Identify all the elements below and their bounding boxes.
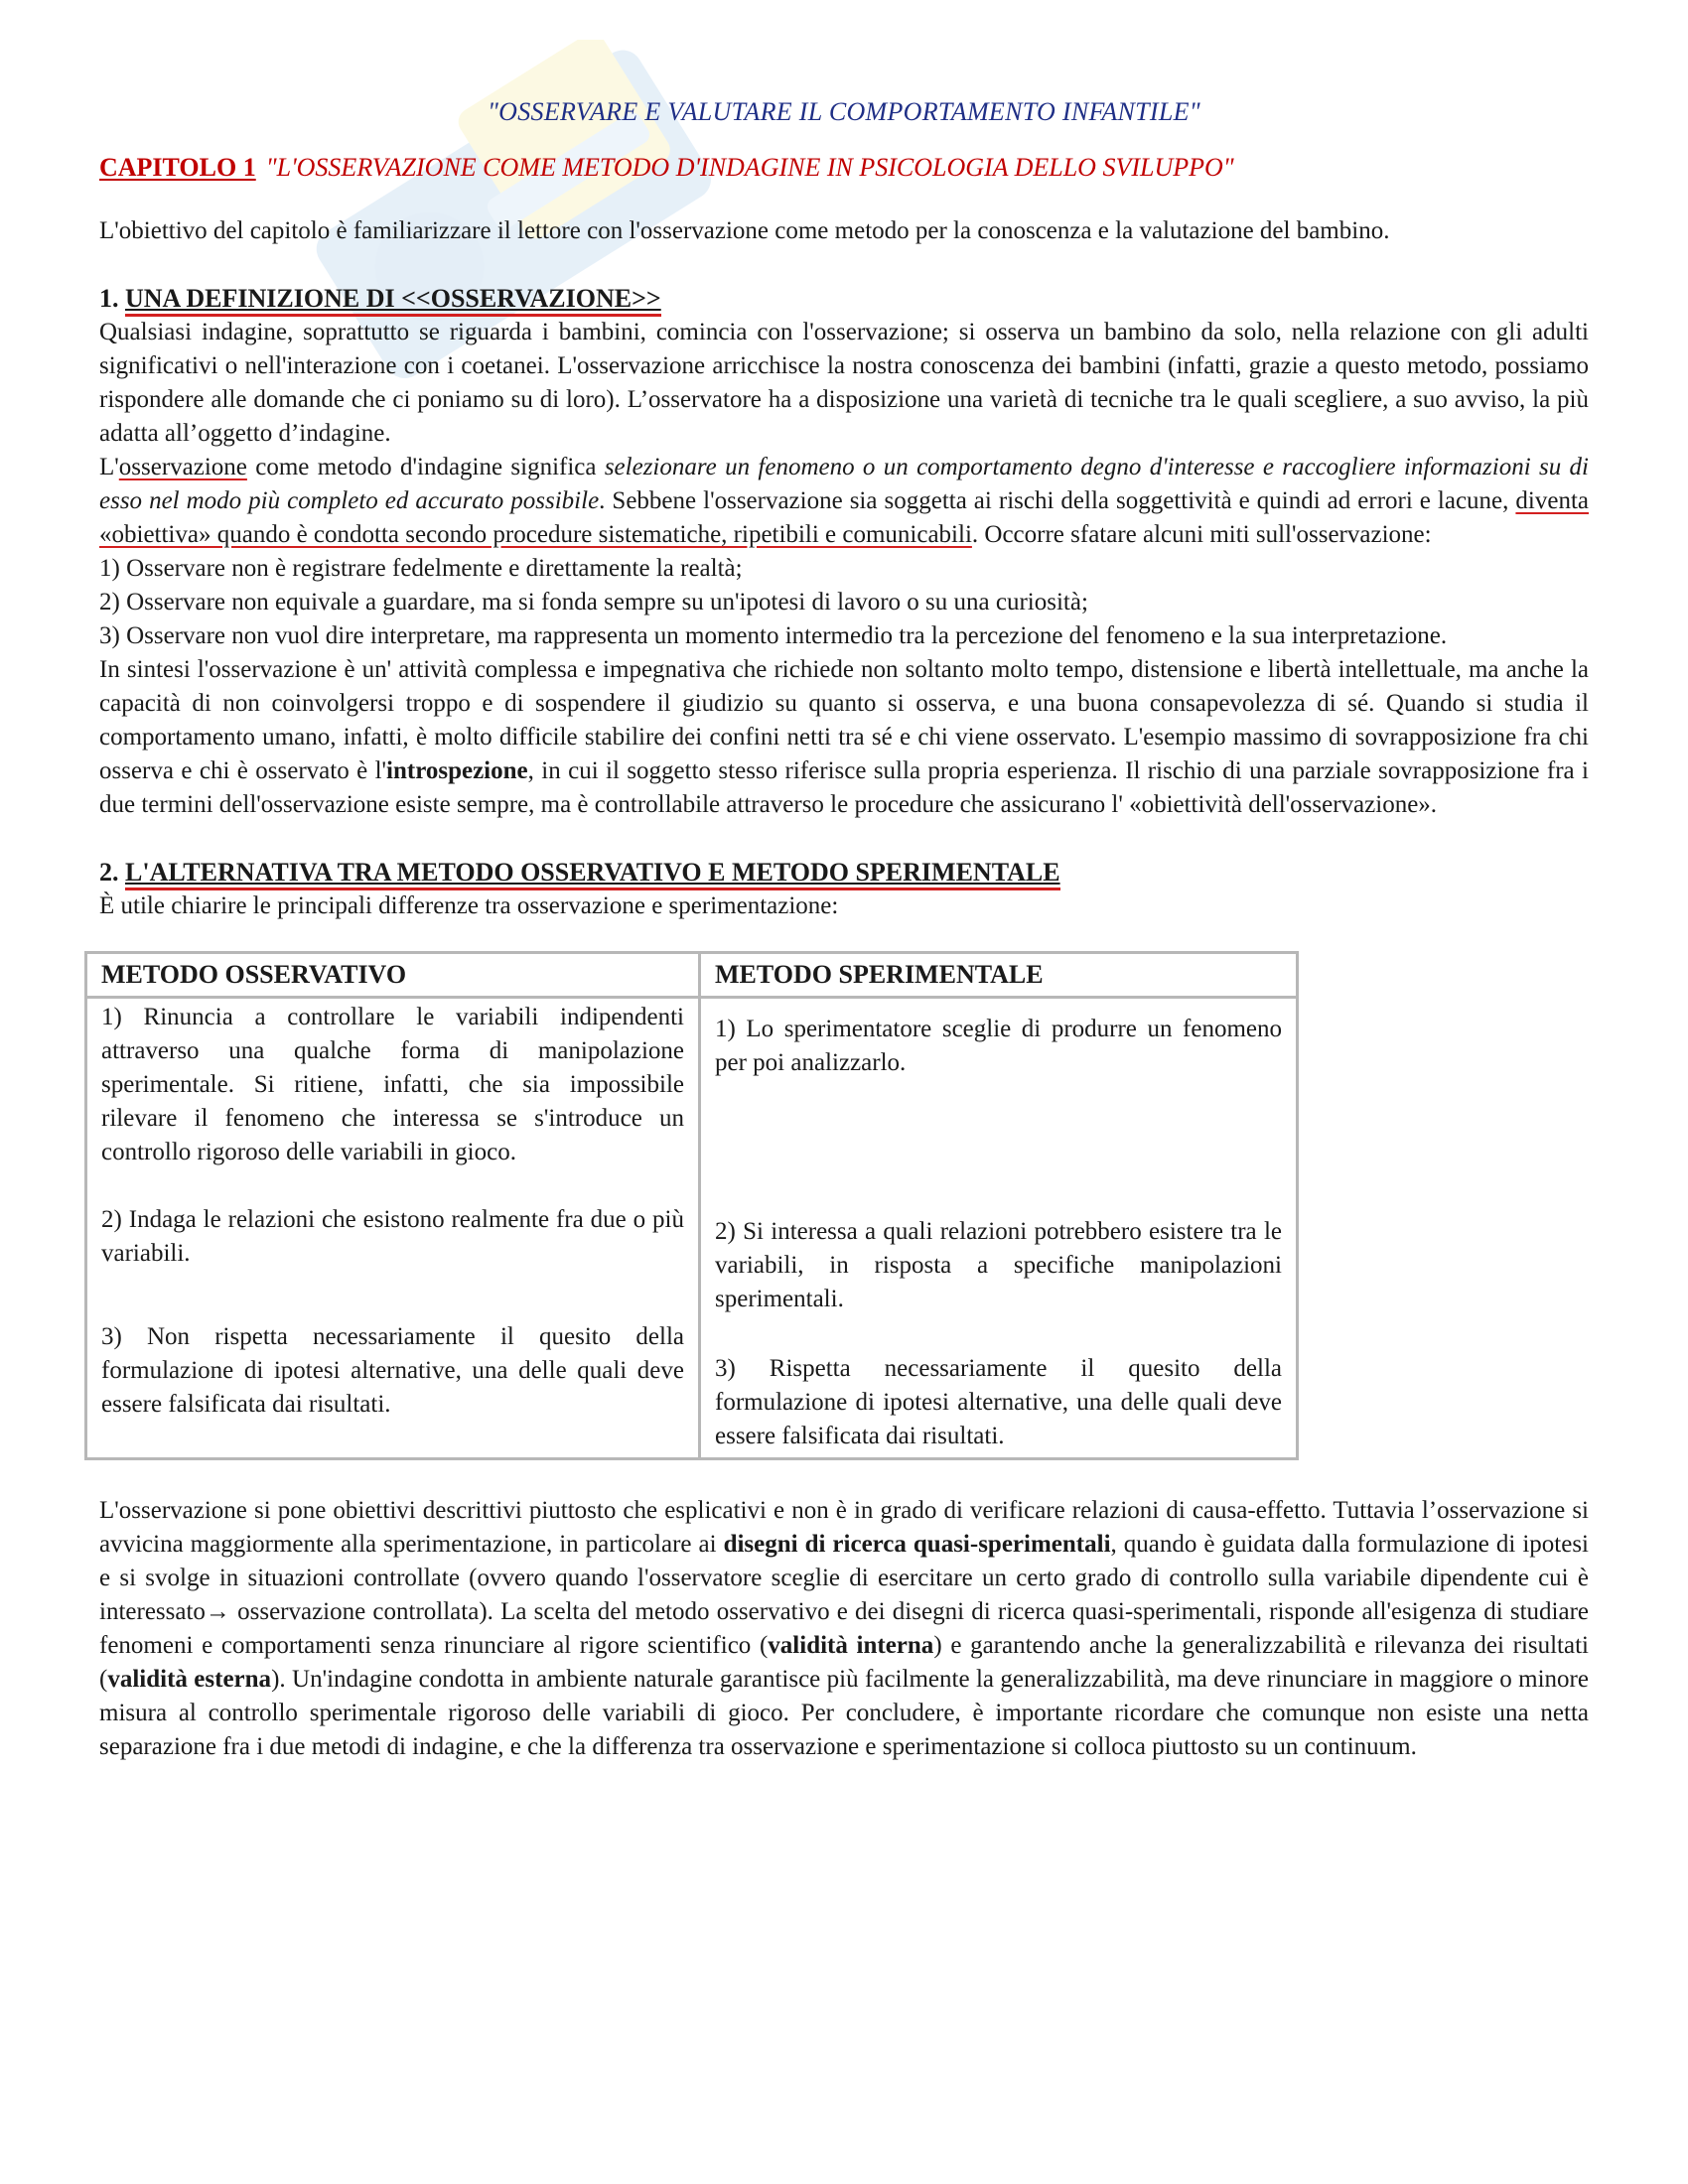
section-1-title: UNA DEFINIZIONE DI <<OSSERVAZIONE>> (125, 284, 661, 317)
summary-text-b: , in cui il soggetto stesso riferisce sulla propria esperienza. Il rischio di una parziale sovrapposizione fra i due termini dell'osservazione esiste sempre, ma è controllabile attraverso le procedure che assicurano l' «obiettività dell'osservazione». (99, 757, 1589, 818)
chapter-intro: L'obiettivo del capitolo è familiarizzare il lettore con l'osservazione come metodo per la conoscenza e la valutazione del bambino. (99, 217, 1390, 244)
internal-validity-term: validità interna (768, 1632, 934, 1659)
table-row (86, 998, 1298, 1459)
closing-text-c: ) e garantendo anche la generalizzabilità e rilevanza dei risultati ( (99, 1632, 1589, 1693)
observational-point-1: 1) Rinuncia a controllare le variabili indipendenti attraverso una qualche forma di manipolazione sperimentale. Si ritiene, infatti, che sia impossibile rilevare il fenomeno che interessa se s'introduce un controllo rigoroso delle variabili in gioco. (101, 1004, 684, 1165)
section-2-title: L'ALTERNATIVA TRA METODO OSSERVATIVO E METODO SPERIMENTALE (125, 858, 1060, 890)
external-validity-term: validità esterna (107, 1666, 272, 1693)
experimental-point-2: 2) Si interessa a quali relazioni potrebbero esistere tra le variabili, in risposta a specifiche manipolazioni sperimentali. (715, 1218, 1282, 1312)
document-title: "OSSERVARE E VALUTARE IL COMPORTAMENTO INFANTILE" (487, 97, 1201, 126)
chapter-heading (99, 151, 1589, 185)
section-1-paragraph-2 (99, 451, 1589, 552)
observational-point-2: 2) Indaga le relazioni che esistono realmente fra due o più variabili. (101, 1206, 684, 1267)
chapter-number: CAPITOLO 1 (99, 153, 256, 182)
section-1-heading (99, 282, 1589, 316)
section-1-number: 1. (99, 284, 119, 313)
observational-point-3: 3) Non rispetta necessariamente il quesito della formulazione di ipotesi alternative, una delle quali deve essere falsificata dai risultati. (101, 1323, 684, 1418)
observation-definition: selezionare un fenomeno o un comportamento degno d'interesse e raccogliere informazioni su di esso nel modo più completo ed accurato possibile (99, 454, 1589, 514)
summary-text-a: In sintesi l'osservazione è un' attività complessa e impegnativa che richiede non soltanto molto tempo, distensione e libertà intellettuale, ma anche la capacità di non coinvolgersi troppo e di sospendere il giudizio su quanto si osserva, e una buona consapevolezza di sé. Quando si studia il comportamento umano, infatti, è molto difficile stabilire dei confini netti tra sé e chi viene osservato. L'esempio massimo di sovrapposizione fra chi osserva e chi è osservato è l' (99, 656, 1589, 784)
experimental-point-3: 3) Rispetta necessariamente il quesito della formulazione di ipotesi alternative, una delle quali deve essere falsificata dai risultati. (715, 1355, 1282, 1449)
section-2-closing (99, 1494, 1589, 1764)
section-1-summary (99, 653, 1589, 822)
section-2-number: 2. (99, 858, 119, 887)
table-header-row (86, 953, 1298, 998)
section-1-paragraph-1: Qualsiasi indagine, soprattutto se riguarda i bambini, comincia con l'osservazione; si osserva un bambino da solo, nella relazione con gli adulti significativi o nell'interazione con i coetanei. L'osservazione arricchisce la nostra conoscenza dei bambini (infatti, grazie a questo metodo, possiamo rispondere alle domande che ci poniamo su di loro). L’osservatore ha a disposizione una varietà di tecniche tra le quali scegliere, a suo avviso, la più adatta all’oggetto d’indagine. (99, 319, 1589, 447)
para2-text-c: . Occorre sfatare alcuni miti sull'osservazione: (971, 521, 1432, 548)
experimental-cell (700, 998, 1298, 1459)
myth-item: 3) Osservare non vuol dire interpretare, ma rappresenta un momento intermedio tra la percezione del fenomeno e la sua interpretazione. (99, 622, 1448, 649)
para2-text-a: come metodo d'indagine significa (246, 454, 605, 480)
section-2-intro: È utile chiarire le principali differenze tra osservazione e sperimentazione: (99, 892, 839, 919)
quasi-experimental-term: disegni di ricerca quasi-sperimentali (723, 1531, 1111, 1558)
closing-text-b: , quando è guidata dalla formulazione di ipotesi e si svolge in situazioni controllate (ovvero quando l'osservatore sceglie di esercitare un certo grado di controllo sulla variabile dipendente cui è interessato→ osservazione controllata). La scelta del metodo osservativo e dei disegni di ricerca quasi-sperimentali, risponde all'esigenza di studiare fenomeni e comportamenti senza rinunciare al rigore scientifico ( (99, 1531, 1589, 1659)
column-header-observational: METODO OSSERVATIVO (86, 953, 700, 998)
section-2-heading (99, 856, 1589, 889)
comparison-table (84, 951, 1299, 1460)
myth-item: 2) Osservare non equivale a guardare, ma si fonda sempre su un'ipotesi di lavoro o su una curiosità; (99, 589, 1088, 615)
objectivity-phrase: diventa «obiettiva» quando è condotta secondo procedure sistematiche, ripetibili e comunicabili (99, 487, 1590, 548)
chapter-title: "L'OSSERVAZIONE COME METODO D'INDAGINE IN PSICOLOGIA DELLO SVILUPPO" (265, 153, 1234, 182)
document-page (99, 95, 1589, 1764)
myth-item: 1) Osservare non è registrare fedelmente e direttamente la realtà; (99, 555, 743, 582)
closing-text-a: L'osservazione si pone obiettivi descrittivi piuttosto che esplicativi e non è in grado di verificare relazioni di causa-effetto. Tuttavia l’osservazione si avvicina maggiormente alla sperimentazione, in particolare ai (99, 1497, 1589, 1558)
para2-text-b: . Sebbene l'osservazione sia soggetta ai rischi della soggettività e quindi ad errori e lacune, (599, 487, 1516, 514)
observation-term: osservazione (118, 454, 247, 480)
experimental-point-1: 1) Lo sperimentatore sceglie di produrre un fenomeno per poi analizzarlo. (715, 1016, 1282, 1076)
introspection-term: introspezione (386, 757, 528, 784)
para2-prefix: L' (99, 454, 119, 480)
closing-text-d: ). Un'indagine condotta in ambiente naturale garantisce più facilmente la generalizzabilità, ma deve rinunciare in maggiore o minore misura al controllo sperimentale rigoroso delle variabili di gioco. Per concludere, è importante ricordare che comunque non esiste una netta separazione fra i due metodi di indagine, e che la differenza tra osservazione e sperimentazione si colloca piuttosto su un continuum. (99, 1666, 1589, 1760)
column-header-experimental: METODO SPERIMENTALE (700, 953, 1298, 998)
observational-cell (86, 998, 700, 1459)
